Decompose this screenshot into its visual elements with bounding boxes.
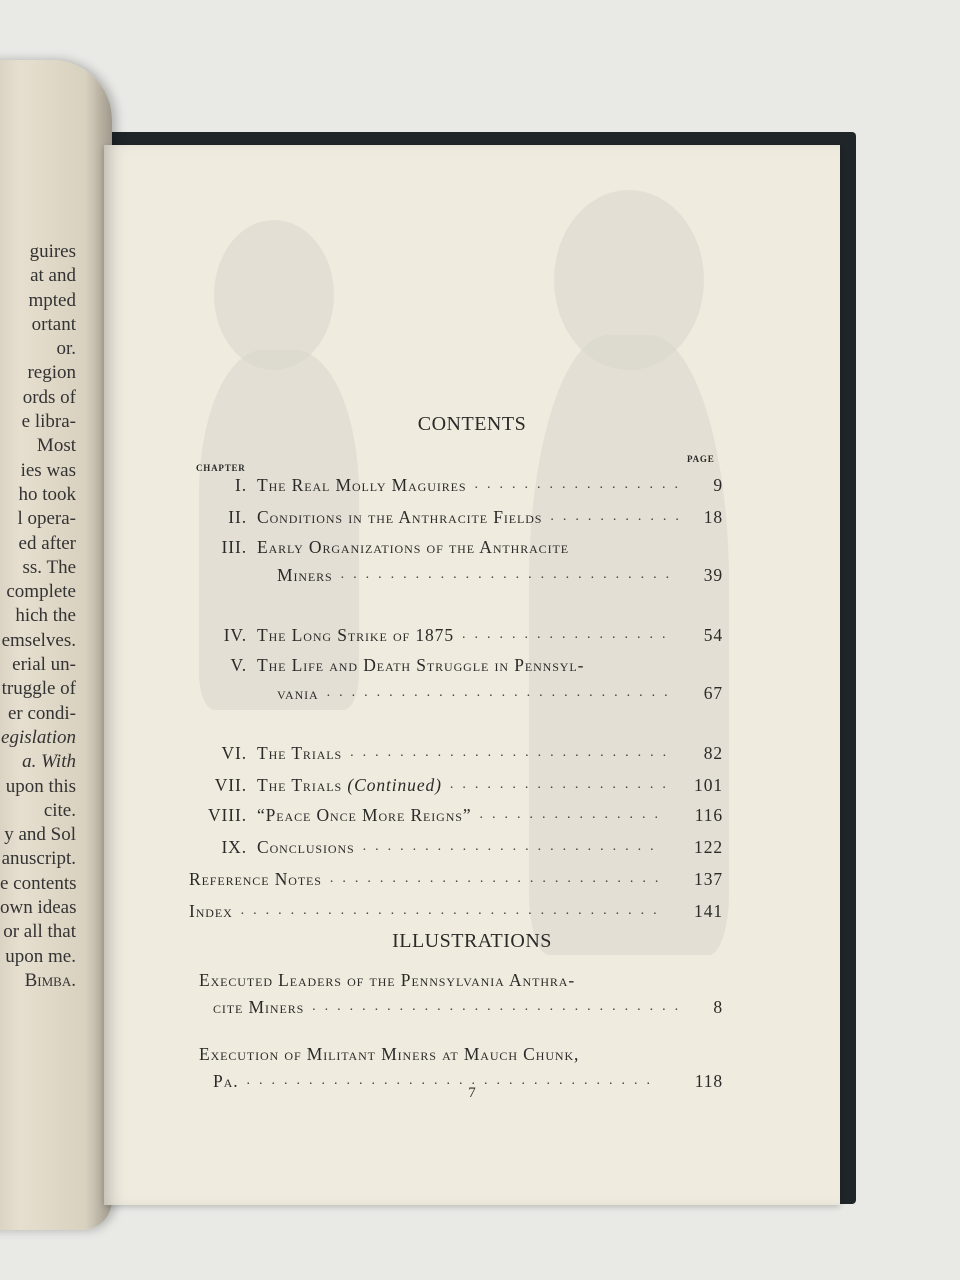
illustration-row-continued — [199, 993, 723, 1021]
chapter-label: CHAPTER — [196, 463, 246, 473]
page-label: PAGE — [687, 454, 715, 464]
illustration-title: Execution of Militant Miners at Mauch Chunk, — [199, 1044, 580, 1064]
chapter-title-line2: vania — [277, 683, 319, 703]
illustrations-list — [199, 967, 723, 1095]
left-page-text — [0, 240, 112, 993]
leader-dots: ................................. — [246, 1073, 659, 1088]
illustration-title: Executed Leaders of the Pennsylvania Anthra- — [199, 970, 576, 990]
leader-dots: ........................... — [340, 567, 679, 582]
chapter-title: The Trials — [257, 775, 343, 795]
toc-row — [199, 801, 723, 829]
illustration-title-line2: cite Miners — [213, 997, 305, 1017]
toc-row — [199, 533, 719, 561]
left-page-line: mpted — [28, 289, 76, 311]
contents-heading: CONTENTS — [417, 413, 527, 435]
toc-row — [199, 833, 723, 861]
left-page-line: region — [27, 362, 76, 384]
left-page-line: complete — [6, 581, 76, 603]
page-number: 67 — [703, 683, 723, 703]
leader-dots: ................. — [461, 627, 675, 642]
left-page-line: anuscript. — [1, 848, 76, 870]
page-number: 18 — [703, 507, 723, 527]
toc-entry — [199, 533, 723, 589]
toc-row — [189, 865, 723, 893]
illustration-row — [199, 967, 719, 993]
left-page-line: ed after — [18, 532, 76, 554]
toc-row — [199, 771, 723, 799]
left-page-line: truggle of — [1, 678, 76, 700]
chapter-number: I. — [234, 475, 247, 495]
left-page-line: or. — [56, 338, 76, 360]
toc-entry — [199, 503, 723, 531]
toc-row-continued — [199, 561, 723, 589]
page-number: 122 — [694, 837, 723, 857]
toc-row — [199, 651, 719, 679]
toc-row — [199, 503, 723, 531]
illustration-title-line2: Pa. — [213, 1071, 239, 1091]
chapter-title: The Long Strike of 1875 — [257, 625, 454, 645]
left-page — [0, 60, 112, 1230]
page-number: 8 — [713, 997, 723, 1017]
leader-dots: ........................ — [362, 839, 663, 854]
left-page-line: l opera- — [17, 508, 76, 530]
left-page-line: ortant — [31, 313, 76, 335]
page-number: 141 — [694, 901, 723, 921]
page-number: 116 — [694, 805, 723, 825]
left-page-line: own ideas — [0, 897, 77, 919]
toc-entry — [199, 739, 723, 767]
page-number: 137 — [694, 869, 723, 889]
left-page-line: egislation — [1, 726, 76, 748]
chapter-title: The Trials — [257, 743, 343, 763]
toc-entry — [199, 621, 723, 649]
toc-row — [199, 621, 723, 649]
chapter-number: V. — [230, 655, 247, 675]
leader-dots: .................................. — [240, 903, 666, 918]
chapter-title: Conditions in the Anthracite Fields — [257, 507, 543, 527]
toc-row — [199, 739, 723, 767]
chapter-title-line2: Miners — [277, 565, 333, 585]
contents-list — [189, 471, 723, 925]
toc-entry — [199, 771, 723, 799]
toc-entry — [199, 651, 723, 707]
chapter-title: The Real Molly Maguires — [257, 475, 467, 495]
leader-dots: .................. — [449, 777, 675, 792]
left-page-line: e contents — [0, 872, 77, 894]
table-of-contents — [104, 145, 840, 1205]
left-page-line: upon me. — [5, 945, 76, 967]
left-page-line: y and Sol — [4, 824, 76, 846]
chapter-number: VI. — [221, 743, 247, 763]
chapter-title: Early Organizations of the Anthracite — [257, 537, 569, 557]
page-number: 54 — [703, 625, 723, 645]
chapter-number: VIII. — [208, 805, 247, 825]
page-number: 9 — [713, 475, 723, 495]
chapter-number: IX. — [221, 837, 247, 857]
leader-dots: ............... — [479, 807, 668, 822]
chapter-number: III. — [221, 537, 247, 557]
leader-dots: ............................ — [326, 685, 677, 700]
toc-entry — [189, 897, 723, 925]
leader-dots: ........... — [550, 509, 688, 524]
chapter-title-continued: (Continued) — [347, 775, 442, 795]
left-page-line: ho took — [18, 483, 76, 505]
left-page-line: upon this — [5, 775, 76, 797]
chapter-title: Conclusions — [257, 837, 355, 857]
left-page-line: at and — [30, 265, 76, 287]
page-number: 39 — [703, 565, 723, 585]
left-page-line: a. With — [22, 751, 76, 773]
left-page-line: guires — [29, 241, 76, 262]
left-page-line: erial un- — [12, 654, 76, 676]
chapter-number: II. — [228, 507, 247, 527]
illustrations-heading: ILLUSTRATIONS — [392, 930, 552, 952]
page-number: 7 — [468, 1085, 476, 1101]
chapter-title: The Life and Death Struggle in Pennsyl- — [257, 655, 585, 675]
chapter-title: Index — [189, 901, 233, 921]
left-page-line: Bimba. — [24, 969, 76, 991]
left-page-line: hich the — [15, 605, 76, 627]
chapter-title: Reference Notes — [189, 869, 322, 889]
chapter-number: VII. — [214, 775, 247, 795]
right-page — [104, 145, 840, 1205]
leader-dots: ........................... — [329, 871, 668, 886]
left-page-line: ies was — [20, 459, 76, 481]
illustration-row — [199, 1041, 719, 1067]
left-page-line: e libra- — [21, 411, 76, 433]
toc-row-continued — [199, 679, 723, 707]
illustration-entry — [199, 967, 723, 1021]
toc-row — [189, 897, 723, 925]
leader-dots: .............................. — [312, 999, 688, 1014]
left-page-line: ords of — [22, 386, 76, 408]
chapter-title: “Peace Once More Reigns” — [257, 805, 472, 825]
left-page-line: ss. The — [22, 556, 76, 578]
left-page-line: er condi- — [7, 702, 76, 724]
left-page-line: Most — [36, 435, 76, 457]
toc-entry — [199, 833, 723, 861]
leader-dots: ................. — [474, 477, 687, 492]
page-number: 82 — [703, 743, 723, 763]
page-number: 101 — [694, 775, 723, 795]
chapter-number: IV. — [223, 625, 247, 645]
leader-dots: .......................... — [350, 745, 676, 760]
toc-row — [199, 471, 723, 499]
toc-entry — [199, 471, 723, 499]
toc-entry — [189, 865, 723, 893]
left-page-line: or all that — [3, 921, 76, 943]
left-page-line: emselves. — [1, 629, 76, 651]
left-page-line: cite. — [43, 799, 76, 821]
toc-entry — [199, 801, 723, 829]
page-number: 118 — [694, 1071, 723, 1091]
